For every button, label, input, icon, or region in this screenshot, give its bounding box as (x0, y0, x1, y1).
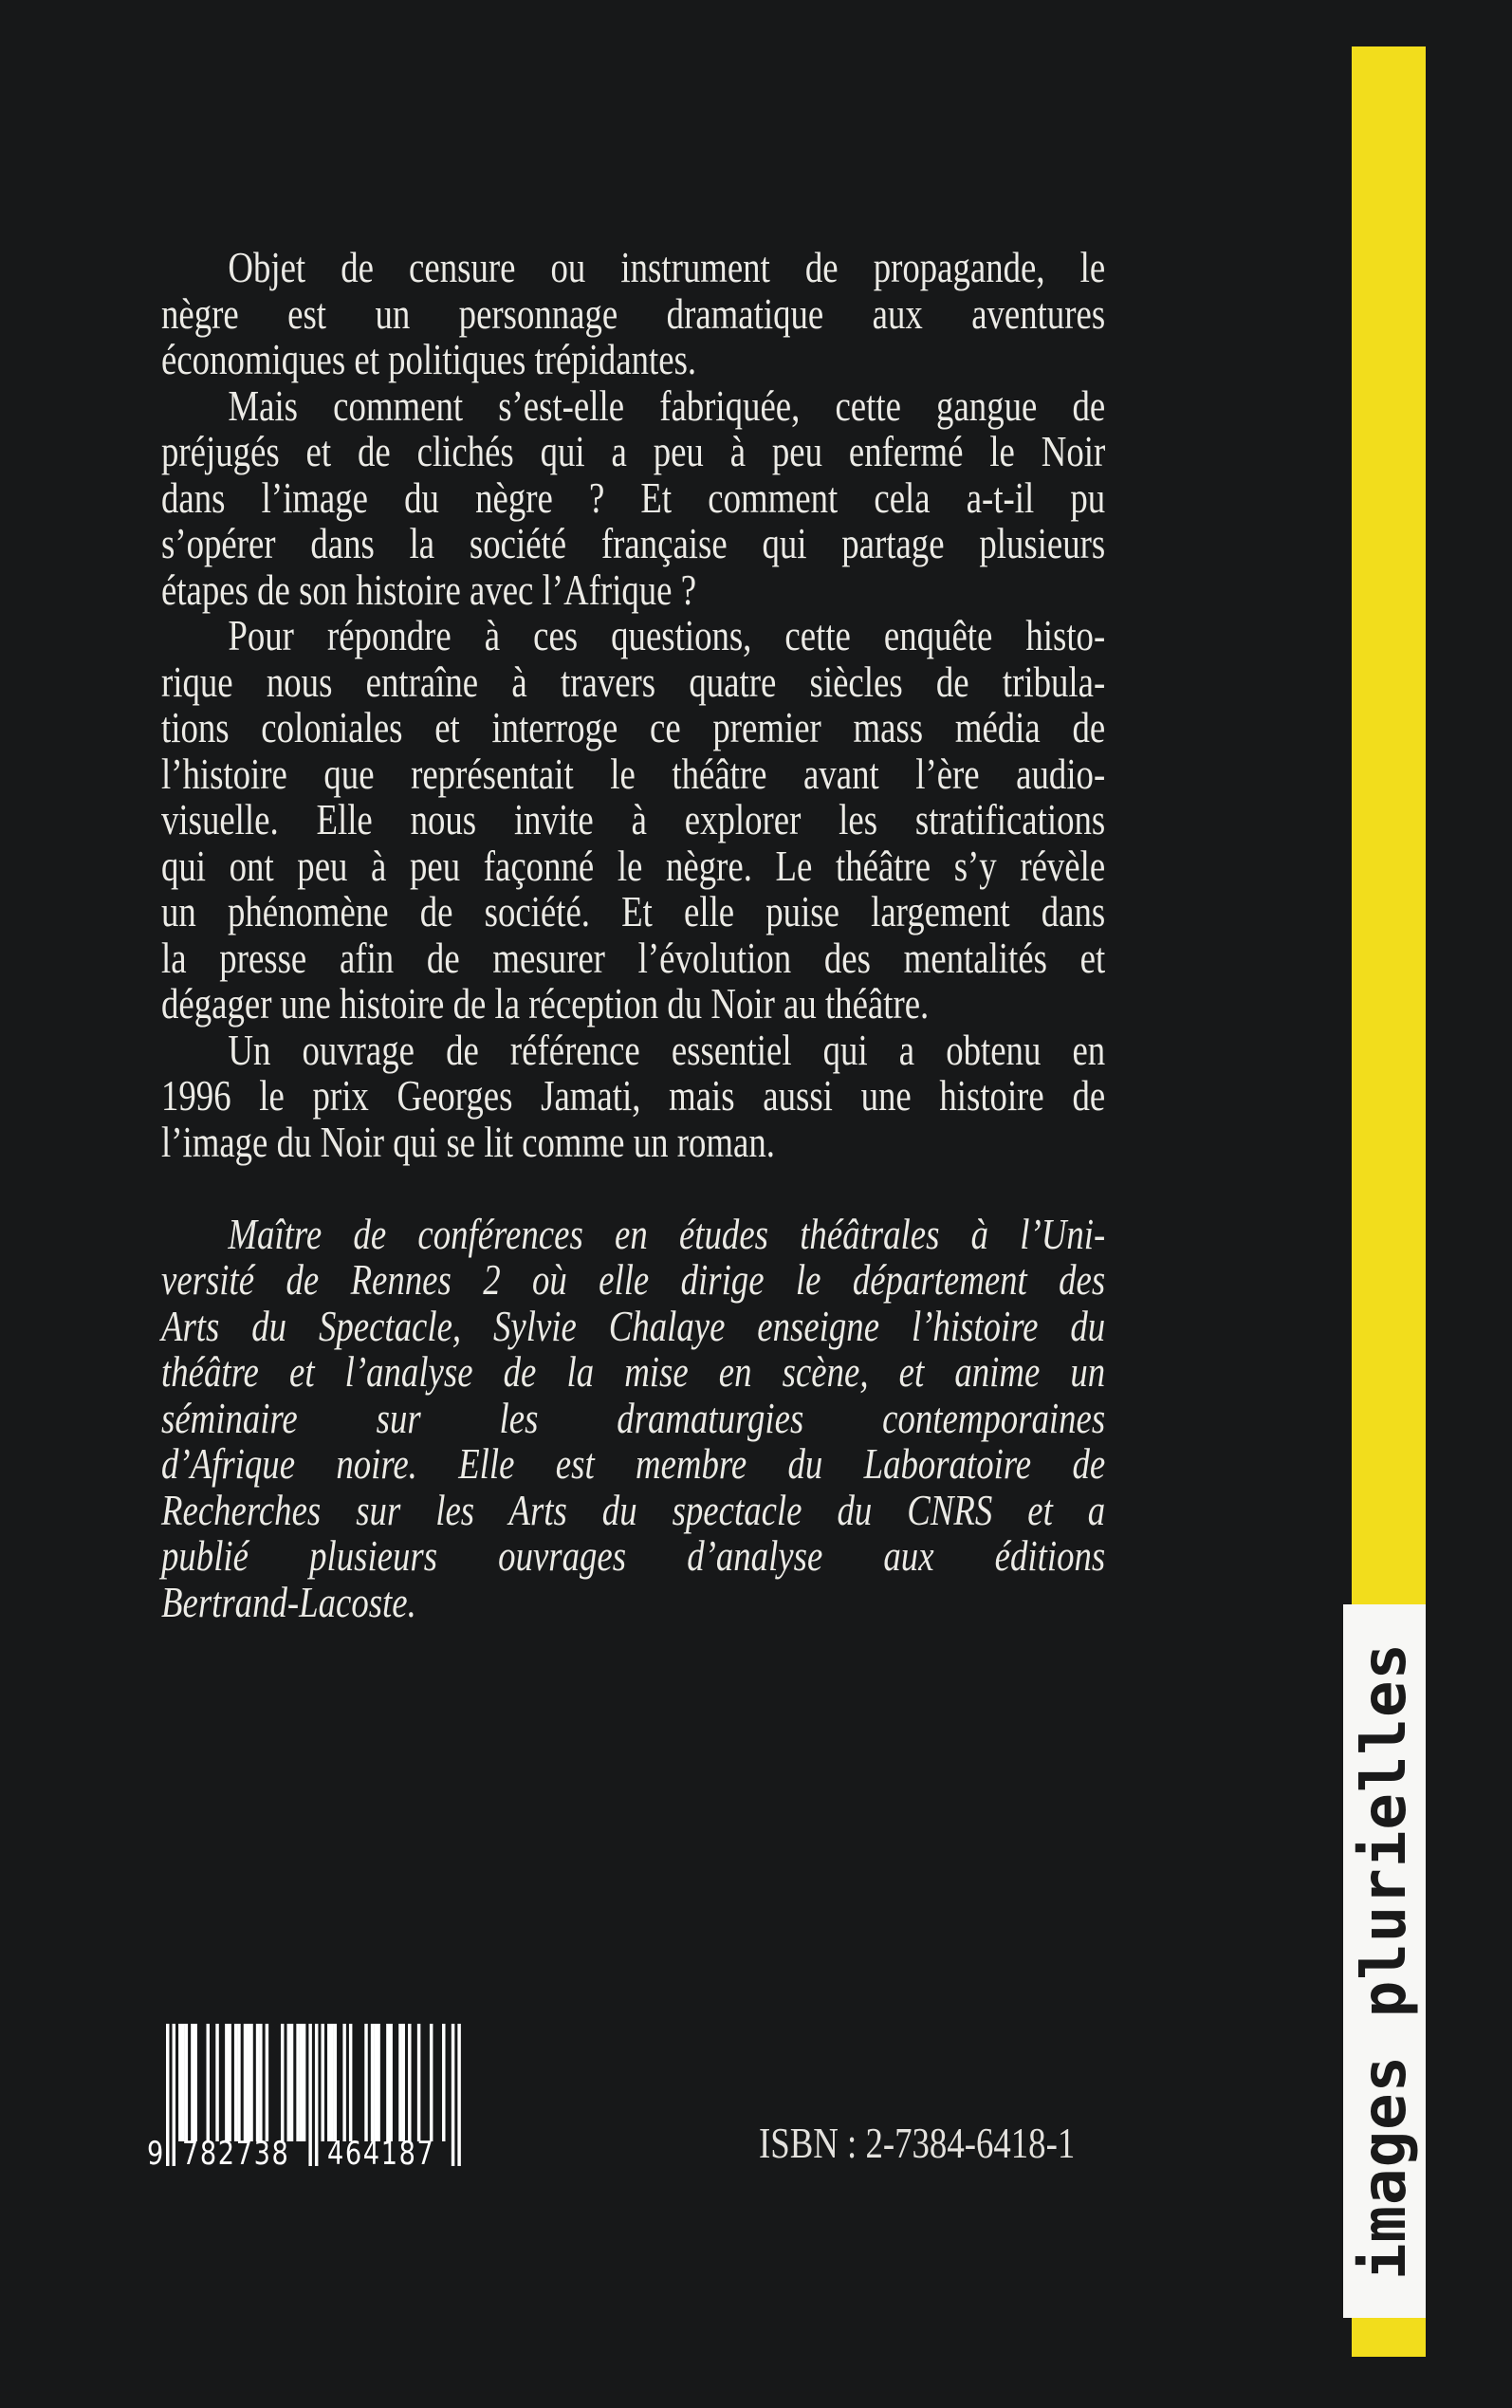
text-line: l’image du Noir qui se lit comme un roman. (161, 1117, 775, 1166)
barcode-bar (181, 2024, 184, 2141)
text-line: Recherches sur les Arts du spectacle du CNRS et a (161, 1485, 1106, 1534)
text-line: rique nous entraîne à travers quatre siècles de tribula- (161, 657, 1106, 706)
barcode-bar (178, 2024, 181, 2141)
isbn-text: ISBN : 2-7384-6418-1 (759, 2119, 1076, 2167)
barcode-bar (322, 2024, 324, 2141)
barcode-bar (452, 2024, 454, 2166)
text-line: Objet de censure ou instrument de propagande, le (228, 243, 1106, 291)
barcode-bar (256, 2024, 259, 2141)
barcode-bar (281, 2024, 284, 2141)
text-line: 1996 le prix Georges Jamati, mais aussi une histoire de (161, 1071, 1106, 1120)
text-line: séminaire sur les dramaturgies contemporaines (161, 1393, 1106, 1442)
barcode-bar (330, 2024, 333, 2141)
text-line: nègre est un personnage dramatique aux aventures (161, 288, 1106, 338)
text-line: un phénomène de société. Et elle puise largement dans (161, 887, 1106, 935)
barcode-bar (296, 2024, 299, 2141)
barcode-bar (430, 2024, 433, 2141)
barcode-bar (377, 2024, 379, 2141)
barcode-bar (303, 2024, 305, 2141)
barcode-bar (225, 2024, 228, 2141)
text-line: étapes de son histoire avec l’Afrique ? (161, 565, 697, 614)
barcode-bar (191, 2024, 194, 2141)
barcode-bar (408, 2024, 411, 2141)
text-line: publié plusieurs ouvrages d’analyse aux éditions (161, 1531, 1106, 1580)
barcode-digit-first: 9 (147, 2135, 165, 2173)
text-line: préjugés et de clichés qui a peu à peu enfermé le Noir (161, 427, 1106, 475)
barcode-bar (300, 2024, 303, 2141)
text-line: d’Afrique noire. Elle est membre du Laboratoire de (161, 1439, 1106, 1488)
barcode-bar (334, 2024, 337, 2141)
barcode-bar (342, 2024, 345, 2141)
barcode-bar (185, 2024, 188, 2141)
barcode-bar (349, 2024, 352, 2141)
barcode-bar (194, 2024, 196, 2141)
barcode-bar (402, 2024, 405, 2141)
barcode-bar (234, 2024, 237, 2141)
barcode-bar (207, 2024, 210, 2141)
barcode-bar (457, 2024, 460, 2166)
barcode-bar (247, 2024, 249, 2141)
barcode-bar (166, 2024, 169, 2166)
text-line: Arts du Spectacle, Sylvie Chalaye enseigne l’histoire du (161, 1301, 1106, 1350)
barcode-bar (173, 2024, 175, 2166)
text-line: dans l’image du nègre ? Et comment cela a-t-il pu (161, 472, 1106, 522)
text-line: Mais comment s’est-elle fabriquée, cette gangue de (228, 380, 1106, 430)
barcode-bar (244, 2024, 247, 2141)
barcode-bar (398, 2024, 401, 2141)
barcode-bar (374, 2024, 377, 2141)
barcode-bar (389, 2024, 392, 2141)
text-line: dégager une histoire de la réception du Noir au théâtre. (161, 979, 930, 1028)
text-line: visuelle. Elle nous invite à explorer les stratifications (161, 795, 1106, 843)
text-line: tions coloniales et interroge ce premier mass média de (161, 703, 1106, 751)
text-line: Un ouvrage de référence essentiel qui a obtenu en (228, 1025, 1106, 1074)
series-label (1343, 1604, 1426, 2318)
barcode-bar (442, 2024, 445, 2141)
barcode-bar (290, 2024, 293, 2141)
barcode-bar (237, 2024, 240, 2141)
barcode-bar (215, 2024, 218, 2141)
barcode-digits-left: 782738 (182, 2135, 290, 2173)
text-line: théâtre et l’analyse de la mise en scène, et anime un (161, 1347, 1106, 1396)
text-line: économiques et politiques trépidantes. (161, 335, 697, 383)
text-line: versité de Rennes 2 où elle dirige le département des (161, 1255, 1106, 1304)
barcode-bar (364, 2024, 367, 2141)
barcode-digits-right: 464187 (327, 2135, 435, 2173)
barcode-bar (386, 2024, 389, 2141)
barcode-bar (249, 2024, 252, 2141)
barcode-bar (315, 2024, 318, 2166)
barcode-bar (287, 2024, 290, 2141)
text-line: la presse afin de mesurer l’évolution des mentalités et (161, 933, 1106, 982)
series-label-text: images plurielles (1349, 1641, 1420, 2281)
barcode-bar (308, 2024, 311, 2166)
barcode-bar (266, 2024, 268, 2141)
text-line: l’histoire que représentait le théâtre avant l’ère audio- (161, 749, 1106, 798)
text-line: s’opérer dans la société française qui partage plusieurs (161, 519, 1106, 567)
barcode-bar (327, 2024, 330, 2141)
barcode-bar (371, 2024, 374, 2141)
text-line: qui ont peu à peu façonné le nègre. Le théâtre s’y révèle (161, 841, 1106, 890)
text-line: Pour répondre à ces questions, cette enquête histo- (228, 611, 1106, 659)
text-line: Bertrand-Lacoste. (161, 1577, 416, 1626)
barcode-bar (228, 2024, 230, 2141)
barcode-bar (259, 2024, 262, 2141)
text-line: Maître de conférences en études théâtrales à l’Uni- (228, 1209, 1106, 1258)
barcode-bar (417, 2024, 420, 2141)
